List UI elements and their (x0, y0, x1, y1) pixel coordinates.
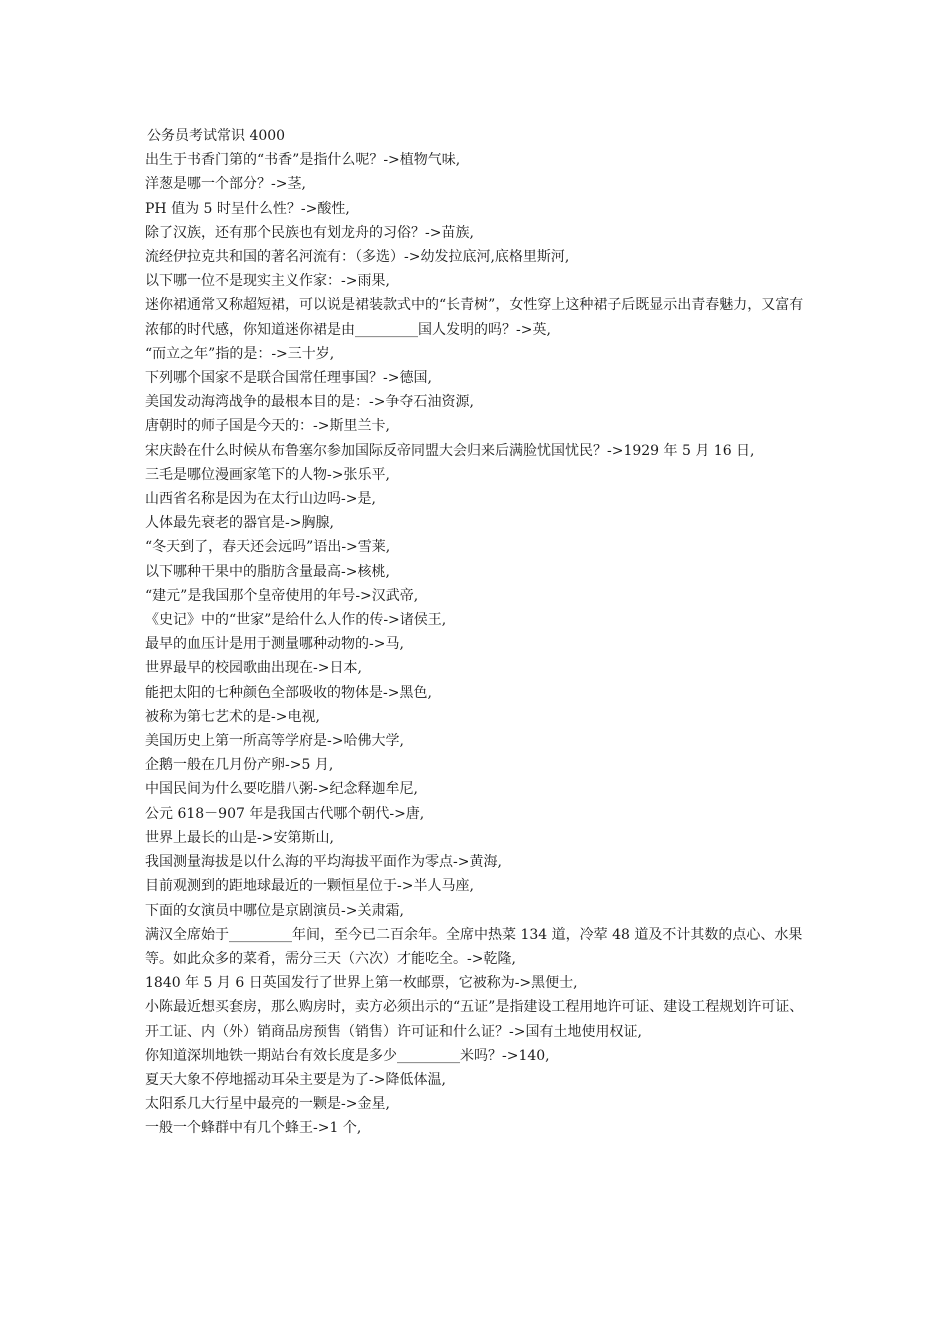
qa-line: 山西省名称是因为在太行山边吗->是, (145, 491, 376, 508)
qa-line: 目前观测到的距地球最近的一颗恒星位于->半人马座, (145, 878, 474, 895)
qa-line: 宋庆龄在什么时候从布鲁塞尔参加国际反帝同盟大会归来后满脸忧国忧民？->1929 年 5 月 16 日, (145, 442, 755, 459)
qa-line: PH 值为 5 时呈什么性？->酸性, (145, 200, 350, 217)
document-title: 公务员考试常识 4000 (147, 128, 286, 144)
qa-line: 《史记》中的“世家”是给什么人作的传->诸侯王, (145, 612, 447, 629)
qa-line: 满汉全席始于_________年间，至今已二百余年。全席中热菜 134 道，冷荤 48 道及不计其数的点心、水果等。如此众多的菜肴，需分三天（六次）才能吃全。->乾隆, (145, 926, 803, 967)
qa-line: 能把太阳的七种颜色全部吸收的物体是->黑色, (145, 684, 432, 701)
qa-line: 三毛是哪位漫画家笔下的人物->张乐平, (145, 466, 390, 483)
qa-line: 下面的女演员中哪位是京剧演员->关肃霜, (145, 902, 404, 919)
qa-line: 以下哪一位不是现实主义作家：->雨果, (145, 273, 390, 290)
qa-line: 洋葱是哪一个部分？->茎, (145, 176, 306, 193)
qa-line: “建元”是我国那个皇帝使用的年号->汉武帝, (145, 587, 419, 604)
qa-line: 美国发动海湾战争的最根本目的是：->争夺石油资源, (145, 394, 474, 411)
question-answer-list (145, 148, 813, 1140)
qa-line: 流经伊拉克共和国的著名河流有：（多选）->幼发拉底河,底格里斯河, (145, 249, 570, 266)
qa-line: 我国测量海拔是以什么海的平均海拔平面作为零点->黄海, (145, 854, 502, 871)
qa-line: 太阳系几大行星中最亮的一颗是->金星, (145, 1096, 390, 1113)
qa-line: 唐朝时的师子国是今天的：->斯里兰卡, (145, 418, 390, 435)
qa-line: 世界上最长的山是->安第斯山, (145, 829, 334, 846)
qa-line: 世界最早的校园歌曲出现在->日本, (145, 660, 362, 677)
qa-line: 你知道深圳地铁一期站台有效长度是多少_________米吗？->140, (145, 1047, 550, 1064)
qa-line: 最早的血压计是用于测量哪种动物的->马, (145, 636, 404, 653)
qa-line: 被称为第七艺术的是->电视, (145, 708, 320, 725)
qa-line: “冬天到了，春天还会远吗”语出->雪莱, (145, 539, 391, 556)
qa-line: 中国民间为什么要吃腊八粥->纪念释迦牟尼, (145, 781, 418, 798)
qa-line: 人体最先衰老的器官是->胸腺, (145, 515, 334, 532)
qa-line: “而立之年”指的是：->三十岁, (145, 345, 335, 362)
qa-line: 美国历史上第一所高等学府是->哈佛大学, (145, 733, 404, 750)
qa-line: 除了汉族，还有那个民族也有划龙舟的习俗？->苗族, (145, 224, 474, 241)
qa-line: 夏天大象不停地摇动耳朵主要是为了->降低体温, (145, 1071, 446, 1088)
qa-line: 迷你裙通常又称超短裙，可以说是裙装款式中的“长青树”，女性穿上这种裙子后既显示出青春魅力，又富有浓郁的时代感，你知道迷你裙是由_________国人发明的吗？->英, (145, 297, 804, 338)
qa-line: 以下哪种干果中的脂肪含量最高->核桃, (145, 563, 390, 580)
document-body (145, 124, 813, 1141)
qa-line: 下列哪个国家不是联合国常任理事国？->德国, (145, 370, 432, 387)
qa-line: 公元 618－907 年是我国古代哪个朝代->唐, (145, 805, 425, 822)
qa-line: 企鹅一般在几月份产卵->5 月, (145, 757, 334, 774)
qa-line: 一般一个蜂群中有几个蜂王->1 个, (145, 1120, 362, 1137)
qa-line: 小陈最近想买套房，那么购房时，卖方必须出示的“五证”是指建设工程用地许可证、建设工程规划许可证、开工证、内（外）销商品房预售（销售）许可证和什么证？->国有土地使用权证, (145, 999, 804, 1040)
qa-line: 1840 年 5 月 6 日英国发行了世界上第一枚邮票，它被称为->黑便士, (145, 975, 578, 992)
qa-line: 出生于书香门第的“书香”是指什么呢？->植物气味, (145, 152, 461, 169)
